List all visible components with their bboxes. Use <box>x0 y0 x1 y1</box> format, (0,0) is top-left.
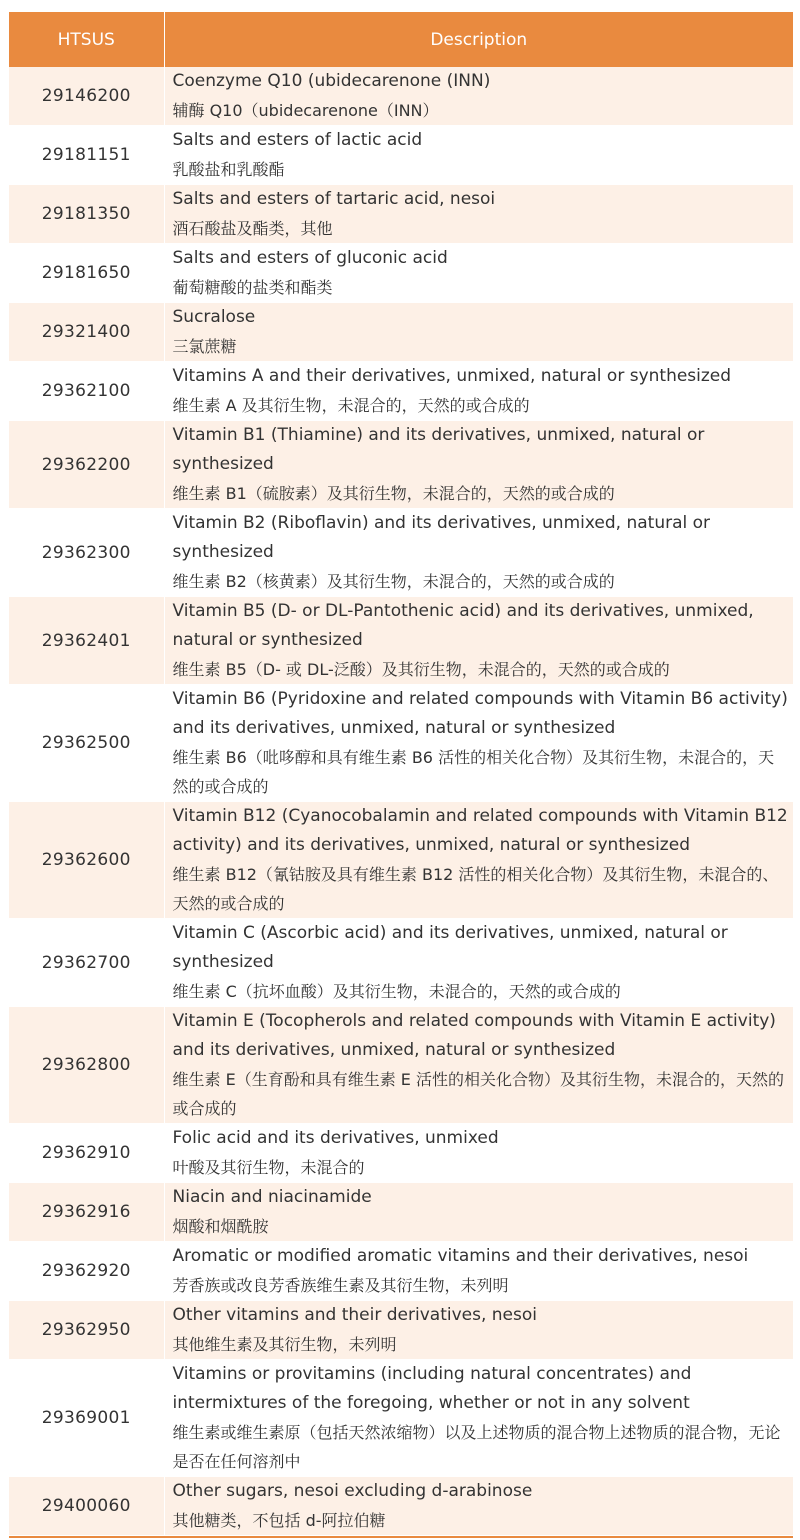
table-row <box>9 919 793 1007</box>
description-english: Salts and esters of gluconic acid <box>172 248 448 268</box>
description-chinese: 维生素 B12（氰钴胺及具有维生素 B12 活性的相关化合物）及其衍生物，未混合的、天然的或合成的 <box>172 865 779 913</box>
description-cell <box>164 1183 793 1242</box>
table-row <box>9 1477 793 1536</box>
description-cell <box>164 597 793 685</box>
description-chinese: 葡萄糖酸的盐类和酯类 <box>172 278 333 297</box>
description-cell <box>164 244 793 303</box>
htsus-code-cell: 29362100 <box>9 362 164 421</box>
htsus-code-cell: 29181650 <box>9 244 164 303</box>
description-chinese: 维生素 B6（吡哆醇和具有维生素 B6 活性的相关化合物）及其衍生物，未混合的，天然的或合成的 <box>172 748 775 796</box>
htsus-table <box>9 12 793 1536</box>
table-row <box>9 1301 793 1360</box>
htsus-code-cell: 29362916 <box>9 1183 164 1242</box>
description-chinese: 烟酸和烟酰胺 <box>172 1217 269 1236</box>
htsus-code-cell: 29146200 <box>9 67 164 126</box>
description-english: Vitamin B2 (Riboflavin) and its derivatives, unmixed, natural or synthesized <box>172 513 711 562</box>
htsus-code-cell: 29362200 <box>9 421 164 509</box>
htsus-code-cell: 29369001 <box>9 1360 164 1477</box>
description-cell <box>164 509 793 597</box>
table-row <box>9 685 793 802</box>
htsus-column-header: HTSUS <box>9 12 164 67</box>
description-chinese: 三氯蔗糖 <box>172 337 237 356</box>
description-cell <box>164 1007 793 1124</box>
description-chinese: 酒石酸盐及酯类，其他 <box>172 219 333 238</box>
htsus-code-cell: 29321400 <box>9 303 164 362</box>
description-english: Salts and esters of tartaric acid, nesoi <box>172 189 496 209</box>
table-header-row <box>9 12 793 67</box>
description-chinese: 维生素或维生素原（包括天然浓缩物）以及上述物质的混合物上述物质的混合物，无论是否在任何溶剂中 <box>172 1423 781 1471</box>
description-cell <box>164 1301 793 1360</box>
table-row <box>9 362 793 421</box>
description-english: Niacin and niacinamide <box>172 1187 372 1207</box>
htsus-code-cell: 29362500 <box>9 685 164 802</box>
description-cell <box>164 67 793 126</box>
table-body <box>9 67 793 1536</box>
description-chinese: 维生素 B2（核黄素）及其衍生物，未混合的，天然的或合成的 <box>172 572 615 591</box>
description-english: Aromatic or modified aromatic vitamins and their derivatives, nesoi <box>172 1246 749 1266</box>
description-chinese: 叶酸及其衍生物，未混合的 <box>172 1158 365 1177</box>
table-row <box>9 244 793 303</box>
htsus-code-cell: 29362800 <box>9 1007 164 1124</box>
description-chinese: 乳酸盐和乳酸酯 <box>172 160 285 179</box>
table-row <box>9 126 793 185</box>
description-chinese: 其他糖类，不包括 d-阿拉伯糖 <box>172 1511 386 1530</box>
htsus-code-cell: 29362950 <box>9 1301 164 1360</box>
description-english: Vitamin B12 (Cyanocobalamin and related compounds with Vitamin B12 activity) and its derivatives, unmixed, natural or synthesized <box>172 806 788 855</box>
htsus-code-cell: 29362920 <box>9 1242 164 1301</box>
description-cell <box>164 126 793 185</box>
table-row <box>9 1183 793 1242</box>
description-english: Vitamin B6 (Pyridoxine and related compounds with Vitamin B6 activity) and its derivatives, unmixed, natural or synthesized <box>172 689 788 738</box>
description-english: Vitamin E (Tocopherols and related compounds with Vitamin E activity) and its derivatives, unmixed, natural or synthesized <box>172 1011 776 1060</box>
description-english: Folic acid and its derivatives, unmixed <box>172 1128 499 1148</box>
description-cell <box>164 1124 793 1183</box>
htsus-code-cell: 29181151 <box>9 126 164 185</box>
description-cell <box>164 185 793 244</box>
description-english: Other sugars, nesoi excluding d-arabinose <box>172 1481 533 1501</box>
description-cell <box>164 362 793 421</box>
description-cell <box>164 802 793 919</box>
table-row <box>9 1124 793 1183</box>
htsus-code-cell: 29362600 <box>9 802 164 919</box>
description-chinese: 维生素 B5（D- 或 DL-泛酸）及其衍生物，未混合的，天然的或合成的 <box>172 660 670 679</box>
htsus-code-cell: 29181350 <box>9 185 164 244</box>
table-row <box>9 802 793 919</box>
htsus-code-cell: 29362910 <box>9 1124 164 1183</box>
description-english: Vitamin B5 (D- or DL-Pantothenic acid) and its derivatives, unmixed, natural or synthesized <box>172 601 754 650</box>
description-chinese: 维生素 C（抗坏血酸）及其衍生物，未混合的，天然的或合成的 <box>172 982 621 1001</box>
description-english: Salts and esters of lactic acid <box>172 130 423 150</box>
description-cell <box>164 303 793 362</box>
table-row <box>9 509 793 597</box>
description-english: Vitamin B1 (Thiamine) and its derivatives, unmixed, natural or synthesized <box>172 425 705 474</box>
table-row <box>9 597 793 685</box>
table-row <box>9 1242 793 1301</box>
description-cell <box>164 1477 793 1536</box>
table-bottom-rule <box>9 1536 793 1538</box>
description-chinese: 芳香族或改良芳香族维生素及其衍生物，未列明 <box>172 1276 509 1295</box>
description-chinese: 维生素 B1（硫胺素）及其衍生物，未混合的，天然的或合成的 <box>172 484 615 503</box>
description-chinese: 辅酶 Q10（ubidecarenone（INN） <box>172 101 439 120</box>
description-english: Coenzyme Q10 (ubidecarenone (INN) <box>172 71 491 91</box>
description-cell <box>164 685 793 802</box>
htsus-code-cell: 29400060 <box>9 1477 164 1536</box>
description-chinese: 维生素 E（生育酚和具有维生素 E 活性的相关化合物）及其衍生物，未混合的，天然的或合成的 <box>172 1070 784 1118</box>
description-english: Vitamin C (Ascorbic acid) and its derivatives, unmixed, natural or synthesized <box>172 923 728 972</box>
table-row <box>9 303 793 362</box>
description-cell <box>164 919 793 1007</box>
table-row <box>9 1360 793 1477</box>
description-english: Vitamins A and their derivatives, unmixed, natural or synthesized <box>172 366 732 386</box>
description-cell <box>164 1360 793 1477</box>
description-chinese: 其他维生素及其衍生物，未列明 <box>172 1335 397 1354</box>
description-english: Vitamins or provitamins (including natural concentrates) and intermixtures of the foregoing, whether or not in any solvent <box>172 1364 692 1413</box>
description-english: Sucralose <box>172 307 256 327</box>
description-column-header: Description <box>164 12 793 67</box>
description-english: Other vitamins and their derivatives, nesoi <box>172 1305 537 1325</box>
table-row <box>9 1007 793 1124</box>
table-row <box>9 185 793 244</box>
table-row <box>9 67 793 126</box>
htsus-code-cell: 29362300 <box>9 509 164 597</box>
htsus-code-cell: 29362700 <box>9 919 164 1007</box>
description-cell <box>164 421 793 509</box>
description-chinese: 维生素 A 及其衍生物，未混合的，天然的或合成的 <box>172 396 530 415</box>
description-cell <box>164 1242 793 1301</box>
htsus-code-cell: 29362401 <box>9 597 164 685</box>
table-row <box>9 421 793 509</box>
